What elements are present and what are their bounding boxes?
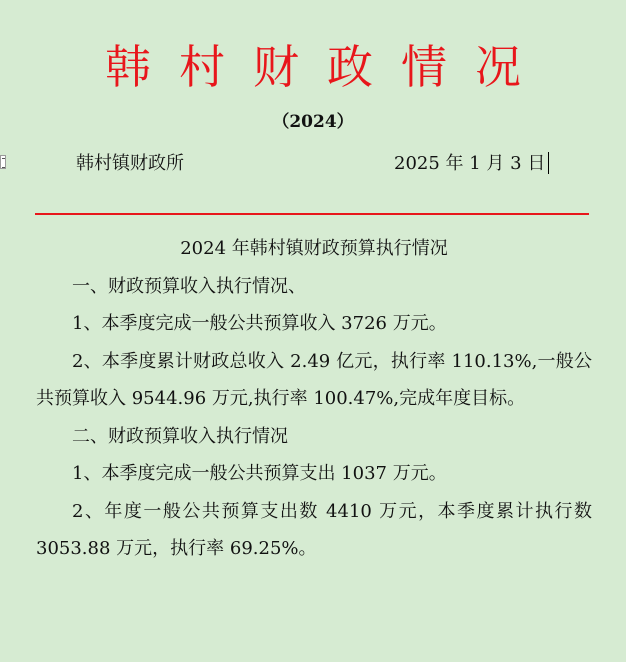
body-heading: 2024 年韩村镇财政预算执行情况 [180, 238, 448, 259]
section-2-item-1: 1、本季度完成一般公共预算支出 1037 万元。 [72, 463, 447, 484]
section-1-title: 一、财政预算收入执行情况、 [72, 275, 306, 297]
issue-date: 2025 年 1 月 3 日 [394, 153, 546, 174]
issuer-name: 韩村镇财政所 [76, 153, 184, 174]
section-1-item-2: 2、本季度累计财政总收入 2.49 亿元，执行率 110.13%,一般公共预算收入 9544.96 万元,执行率 100.47%,完成年度目标。 [36, 350, 592, 409]
margin-handle-icon[interactable] [0, 155, 6, 169]
section-2-title: 二、财政预算收入执行情况 [72, 425, 288, 447]
document-year: （2024） [272, 112, 354, 132]
section-2-item-2: 2、年度一般公共预算支出数 4410 万元，本季度累计执行数 3053.88 万元，执行率 69.25%。 [36, 500, 592, 559]
section-1-item-1: 1、本季度完成一般公共预算收入 3726 万元。 [72, 313, 447, 334]
red-divider-line [35, 213, 589, 215]
document-body [36, 230, 592, 568]
document-title: 韩村财政情况 [105, 40, 549, 94]
text-cursor [548, 152, 549, 174]
